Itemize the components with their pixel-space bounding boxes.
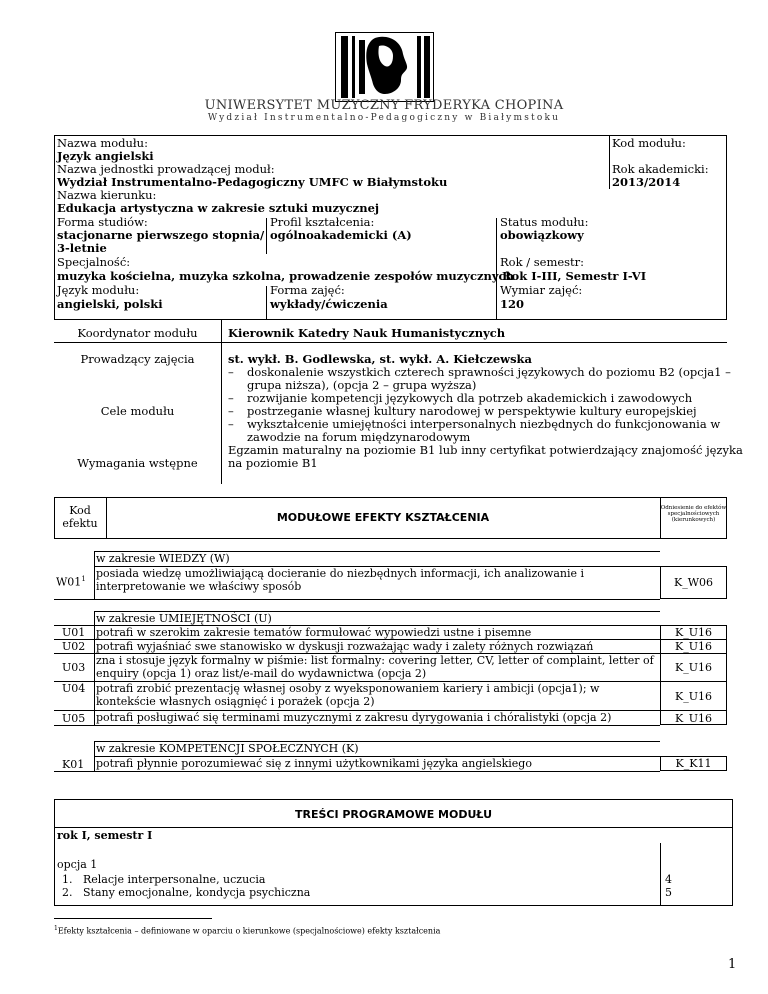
- outcome-text: zna i stosuje język formalny w piśmie: list formalny: covering letter, CV, letter of complaint, letter of: [96, 654, 654, 667]
- outcome-text: potrafi zrobić prezentację własnej osoby z wyeksponowaniem kariery i ambicji (opcja1); w: [96, 682, 600, 695]
- status-value: obowiązkowy: [500, 228, 584, 242]
- outcome-ref: K_W06: [673, 576, 714, 589]
- skills-header: w zakresie UMIEJĘTNOŚCI (U): [96, 612, 272, 625]
- outcome-text: potrafi wyjaśniać swe stanowisko w dyskusji rozważając wady i zalety różnych rozwiązań: [96, 640, 594, 653]
- requirements-line: Egzamin maturalny na poziomie B1 lub inny certyfikat potwierdzający znajomość języka: [228, 443, 743, 457]
- program-item-hours: 4: [665, 873, 672, 886]
- academic-year-label: Rok akademicki:: [612, 162, 709, 176]
- outcome-code-w01: $W01^1$: [56, 575, 86, 589]
- unit-value: Wydział Instrumentalno-Pedagogiczny UMFC w Białymstoku: [57, 175, 448, 189]
- outcome-text: potrafi w szerokim zakresie tematów formułować wypowiedzi ustne i pisemne: [96, 626, 532, 639]
- program-semester: rok I, semestr I: [57, 829, 153, 842]
- goal-line: postrzeganie własnej kultury narodowej w perspektywie kultury europejskiej: [247, 404, 697, 418]
- goals-label: Cele modułu: [100, 404, 175, 418]
- goal-line: zawodzie na forum międzynarodowym: [247, 430, 471, 444]
- goal-dash: –: [228, 404, 234, 418]
- study-form-label: Forma studiów:: [57, 215, 148, 229]
- goal-line: doskonalenie wszystkich czterech sprawności językowych do poziomu B2 (opcja1 –: [247, 365, 731, 379]
- outcome-code-u05: U05: [62, 712, 86, 725]
- program-item-text: Relacje interpersonalne, uczucia: [83, 873, 266, 886]
- program-item-number: 2.: [62, 886, 73, 899]
- social-header: w zakresie KOMPETENCJI SPOŁECZNYCH (K): [96, 742, 359, 755]
- module-name: Język angielski: [57, 149, 154, 163]
- coordinator-label: Koordynator modułu: [77, 326, 198, 340]
- outcome-ref: K_K11: [675, 757, 712, 770]
- program-item-hours: 5: [665, 886, 672, 899]
- profile-label: Profil kształcenia:: [270, 215, 375, 229]
- outcome-text: potrafi posługiwać się terminami muzycznymi z zakresu dyrygowania i chóralistyki (opcja 2): [96, 711, 612, 724]
- outcome-code-u03: U03: [62, 661, 86, 674]
- knowledge-header: w zakresie WIEDZY (W): [96, 552, 230, 565]
- outcome-code-u01: U01: [62, 626, 86, 639]
- classes-form-label: Forma zajęć:: [270, 283, 345, 297]
- footnote: $^1$Efekty kształcenia – definiowane w oparciu o kierunkowe (specjalnościowe) efekty kształcenia: [54, 925, 441, 936]
- outcome-code-u04: U04: [62, 682, 86, 695]
- year-semester-value: Rok I-III, Semestr I-VI: [502, 269, 647, 283]
- module-name-label: Nazwa modułu:: [57, 136, 148, 150]
- university-name: UNIWERSYTET MUZYCZNY FRYDERYKA CHOPINA: [204, 98, 564, 113]
- requirements-line: na poziomie B1: [228, 456, 318, 470]
- outcome-text: kontekście własnych osiągnięć i porażek (opcja 2): [96, 695, 375, 708]
- outcome-code-u02: U02: [62, 640, 86, 653]
- program-item-text: Stany emocjonalne, kondycja psychiczna: [83, 886, 311, 899]
- footnote-rule: [54, 918, 212, 919]
- program-option: opcja 1: [57, 858, 98, 871]
- hours-value: 120: [500, 297, 525, 311]
- outcome-ref: K_U16: [675, 712, 712, 725]
- field-label: Nazwa kierunku:: [57, 188, 157, 202]
- teachers-label: Prowadzący zajęcia: [80, 352, 195, 366]
- year-semester-label: Rok / semestr:: [500, 255, 585, 269]
- outcome-code-k01: K01: [62, 758, 85, 771]
- study-form-2: 3-letnie: [57, 241, 107, 255]
- goal-dash: –: [228, 417, 234, 431]
- specialty-value: muzyka kościelna, muzyka szkolna, prowadzenie zespołów muzycznych: [57, 269, 514, 283]
- status-label: Status modułu:: [500, 215, 589, 229]
- hours-label: Wymiar zajęć:: [500, 283, 583, 297]
- teachers-value: st. wykł. B. Godlewska, st. wykł. A. Kiełczewska: [228, 352, 532, 366]
- code-header: efektu: [62, 517, 98, 530]
- code-header: Kod: [69, 504, 91, 517]
- unit-label: Nazwa jednostki prowadzącej moduł:: [57, 162, 275, 176]
- profile-value: ogólnoakademicki (A): [270, 228, 412, 242]
- outcome-ref: K_U16: [675, 690, 712, 703]
- reference-header: Odniesienie do efektów specjalnościowych (kierunkowych): [660, 505, 727, 523]
- outcome-ref: K_U16: [675, 640, 712, 653]
- page-number: 1: [728, 957, 737, 972]
- program-title: TREŚCI PROGRAMOWE MODUŁU: [294, 808, 493, 821]
- academic-year: 2013/2014: [612, 175, 681, 189]
- specialty-label: Specjalność:: [57, 255, 131, 269]
- goal-line: grupa niższa), (opcja 2 – grupa wyższa): [247, 378, 477, 392]
- outcome-text: posiada wiedzę umożliwiającą docieranie do niezbędnych informacji, ich analizowanie i: [96, 567, 585, 580]
- university-logo: [335, 32, 434, 102]
- goal-dash: –: [228, 391, 234, 405]
- program-item-number: 1.: [62, 873, 73, 886]
- outcome-text: enquiry (opcja 1) oraz list/e-mail do wydawnictwa (opcja 2): [96, 667, 427, 680]
- outcomes-title: MODUŁOWE EFEKTY KSZTAŁCENIA: [276, 511, 490, 524]
- language-value: angielski, polski: [57, 297, 163, 311]
- outcome-text: potrafi płynnie porozumiewać się z innymi użytkownikami języka angielskiego: [96, 757, 532, 770]
- goal-line: wykształcenie umiejętności interpersonalnych niezbędnych do funkcjonowania w: [247, 417, 721, 431]
- field-value: Edukacja artystyczna w zakresie sztuki muzycznej: [57, 201, 380, 215]
- faculty-name: Wydział Instrumentalno-Pedagogiczny w Białymstoku: [207, 113, 561, 123]
- goal-line: rozwijanie kompetencji językowych dla potrzeb akademickich i zawodowych: [247, 391, 693, 405]
- coordinator-value: Kierownik Katedry Nauk Humanistycznych: [228, 326, 506, 340]
- classes-form-value: wykłady/ćwiczenia: [270, 297, 388, 311]
- outcome-ref: K_U16: [675, 626, 712, 639]
- goal-dash: –: [228, 365, 234, 379]
- requirements-label: Wymagania wstępne: [77, 456, 198, 470]
- module-code-label: Kod modułu:: [612, 136, 686, 150]
- study-form-1: stacjonarne pierwszego stopnia/: [57, 228, 265, 242]
- outcome-ref: K_U16: [675, 661, 712, 674]
- language-label: Język modułu:: [57, 283, 140, 297]
- outcome-text: interpretowanie we właściwy sposób: [96, 580, 302, 593]
